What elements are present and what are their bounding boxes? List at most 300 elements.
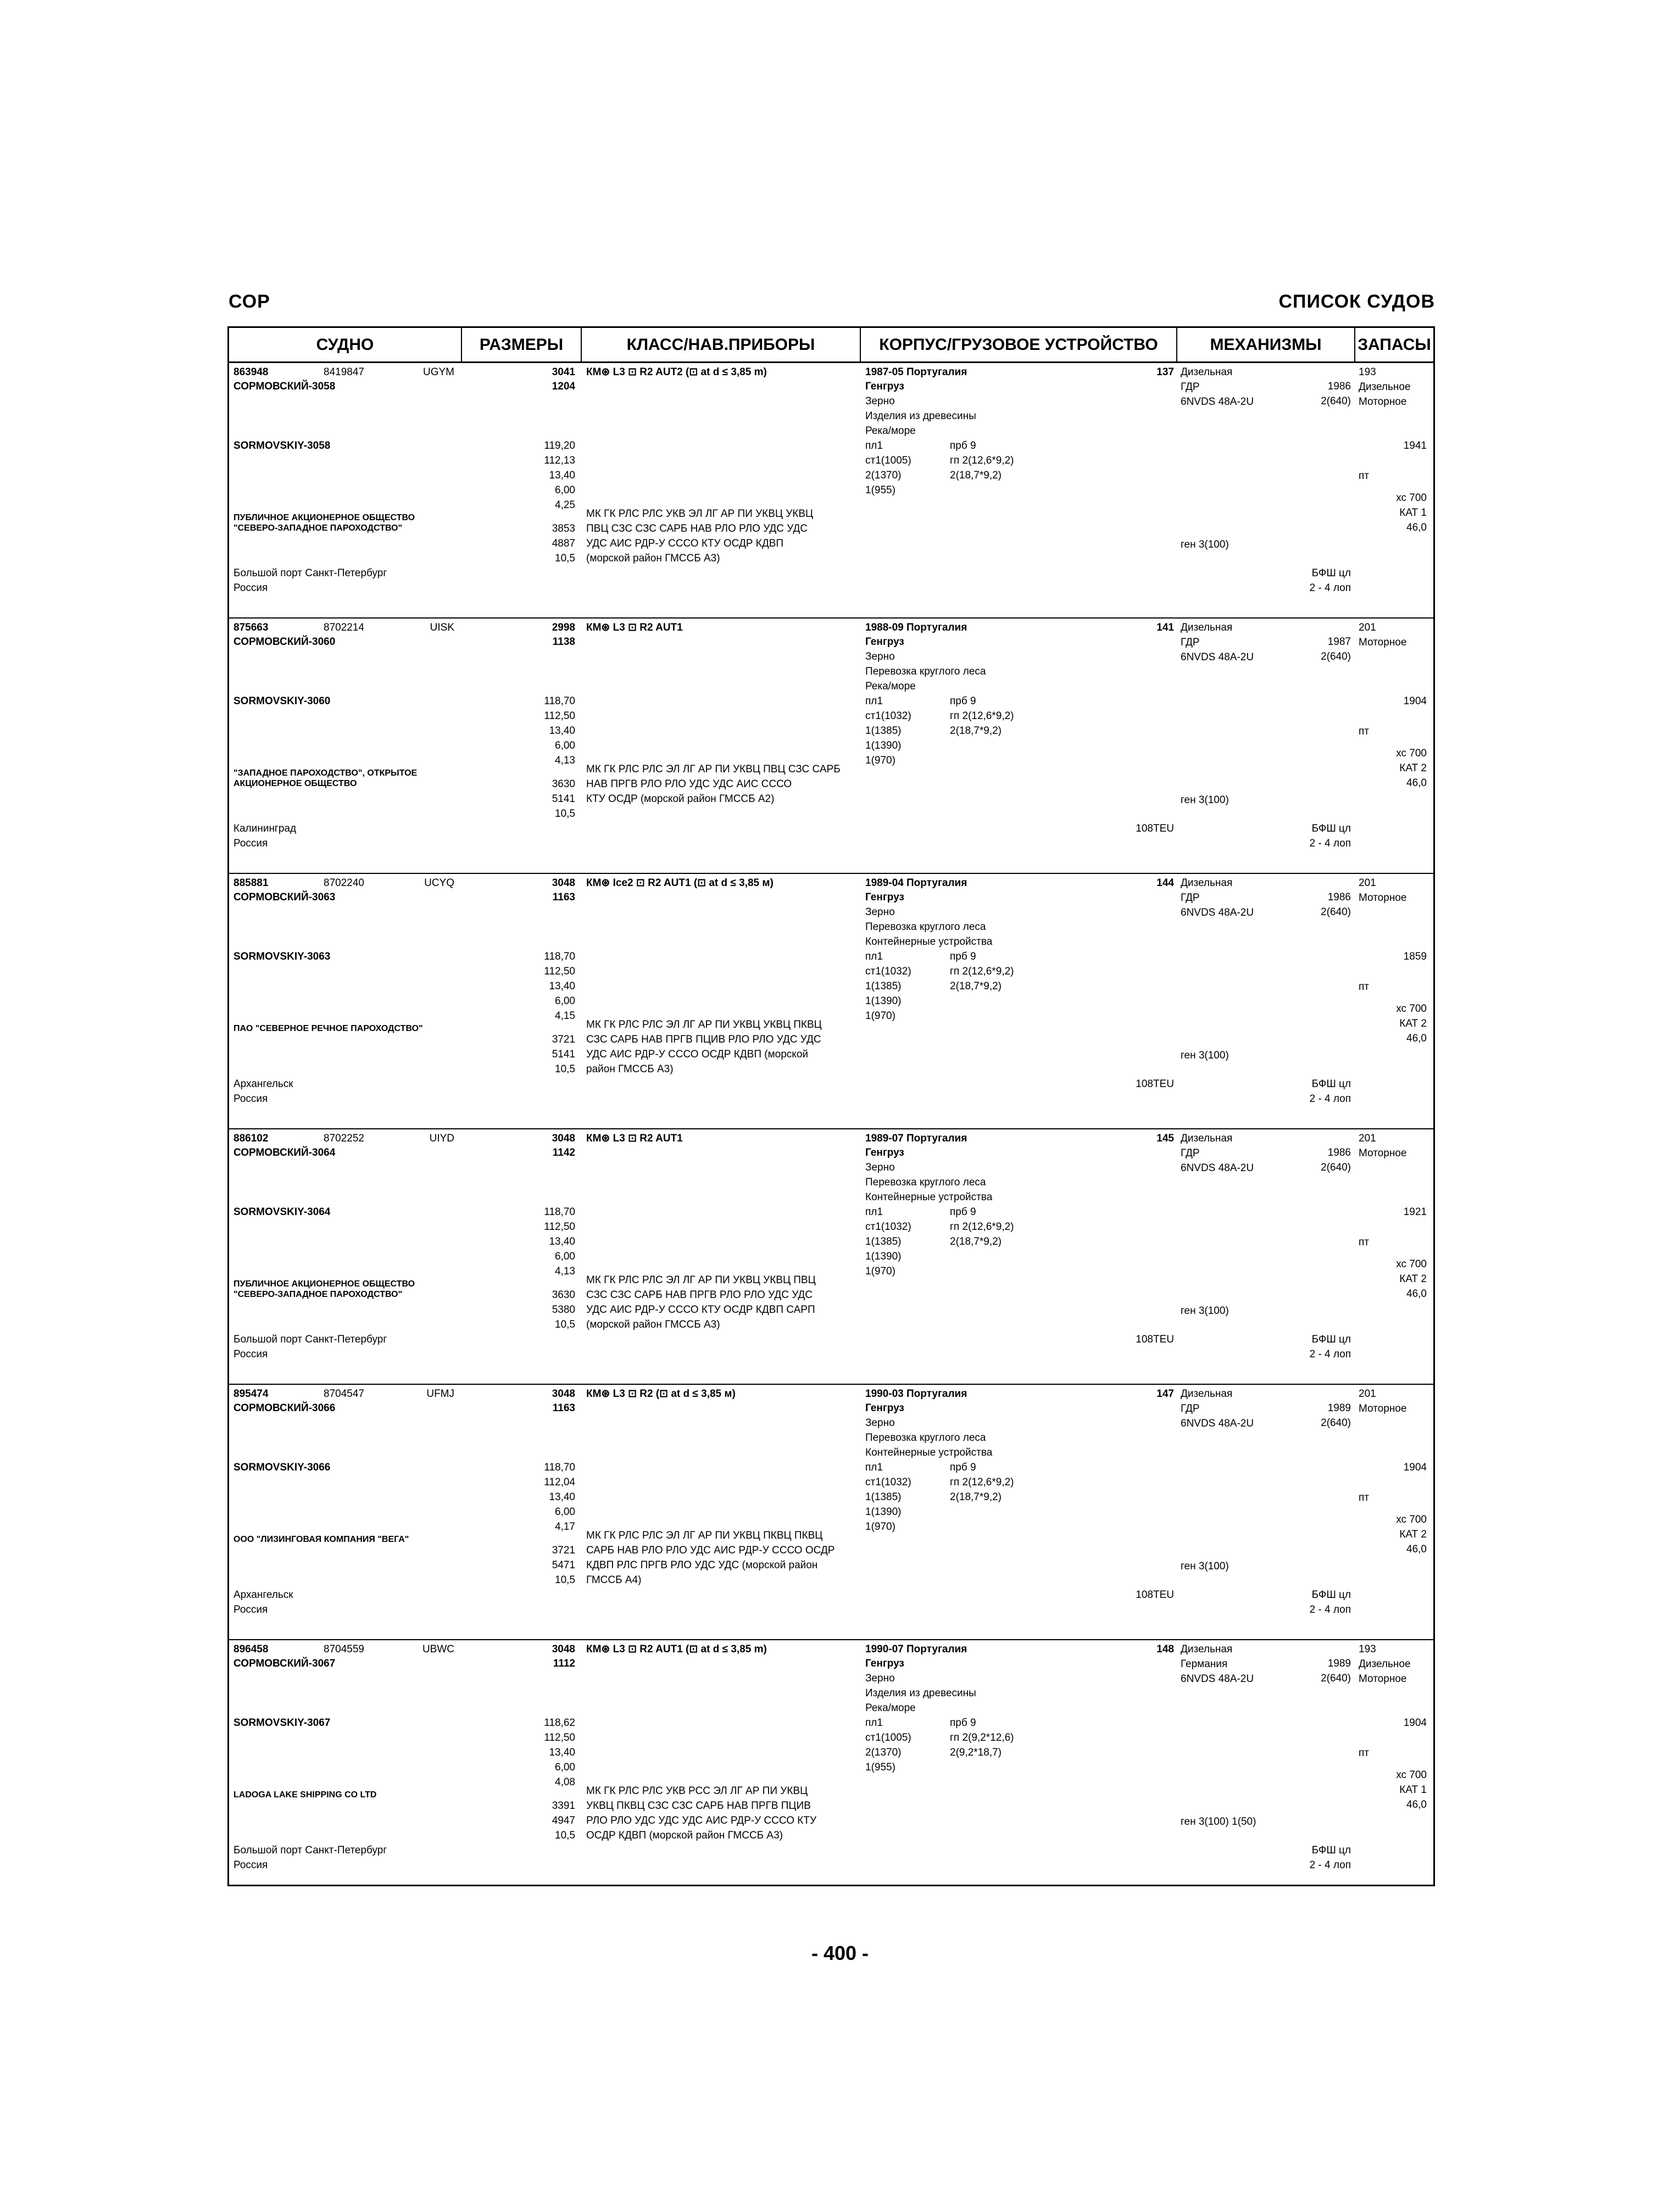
engine-year: 1986 xyxy=(1327,892,1351,903)
hull-type-line: Генгруз xyxy=(865,892,904,903)
dimension-value: 4,25 xyxy=(555,499,575,511)
generator-info: ген 3(100) xyxy=(1181,1561,1229,1572)
ship-entry xyxy=(229,363,1433,619)
nav-equipment-line: ОСДР КДВП (морской район ГМССБ А3) xyxy=(586,1830,783,1841)
hold-info: 1(1385) xyxy=(865,1491,902,1503)
propeller-type: БФШ цл xyxy=(1311,567,1351,579)
hold-info: 1(1385) xyxy=(865,981,902,992)
stock-unit: пт xyxy=(1359,981,1369,993)
dimension-value: 13,40 xyxy=(549,1747,575,1758)
nav-equipment-line: МК ГК РЛС РЛС ЭЛ ЛГ АР ПИ УКВЦ ПВЦ СЗС САРБ xyxy=(586,764,841,775)
col-header-ship: СУДНО xyxy=(229,328,462,361)
stock-line: 201 xyxy=(1359,1133,1376,1144)
stock-unit: пт xyxy=(1359,1747,1369,1759)
dimension-value: 6,00 xyxy=(555,995,575,1007)
hold-info: пл1 xyxy=(865,440,883,452)
port-of-registry: Архангельск xyxy=(233,1589,293,1601)
stock-line: Моторное xyxy=(1359,1403,1407,1414)
class-notation: КМ⊛ L3 ⊡ R2 AUT1 xyxy=(586,1133,683,1144)
building-number: 144 xyxy=(1156,877,1174,889)
hull-type-line: Контейнерные устройства xyxy=(865,1191,993,1203)
ship-entry xyxy=(229,874,1433,1129)
owner-line: ПАО "СЕВЕРНОЕ РЕЧНОЕ ПАРОХОДСТВО" xyxy=(233,1024,423,1033)
dimension-value: 4,17 xyxy=(555,1521,575,1533)
hatch-info: 2(18,7*9,2) xyxy=(950,981,1002,992)
flag-country: Россия xyxy=(233,838,268,849)
col-header-stocks: ЗАПАСЫ xyxy=(1358,336,1431,354)
hold-info: 1(1385) xyxy=(865,725,902,737)
generator-info: ген 3(100) 1(50) xyxy=(1181,1816,1256,1828)
dimension-value: 4,15 xyxy=(555,1010,575,1022)
engine-power: 2(640) xyxy=(1321,651,1351,662)
net-tonnage: 1163 xyxy=(552,892,575,903)
page-title: СПИСОК СУДОВ xyxy=(1278,291,1435,312)
engine-year: 1986 xyxy=(1327,1147,1351,1158)
propeller-blades: 2 - 4 лоп xyxy=(1309,582,1351,594)
owner-line: АКЦИОНЕРНОЕ ОБЩЕСТВО xyxy=(233,779,357,788)
imo-number: 8702252 xyxy=(324,1133,364,1144)
hatch-info: гп 2(12,6*9,2) xyxy=(950,1221,1014,1233)
hatch-info: прб 9 xyxy=(950,440,976,452)
stock-line: хс 700 xyxy=(1396,1258,1427,1270)
hold-info: 1(1390) xyxy=(865,1506,902,1518)
gross-tonnage: 3048 xyxy=(552,1133,575,1144)
engine-line: ГДР xyxy=(1181,892,1200,904)
ship-entry xyxy=(229,1385,1433,1640)
owner-line: ООО "ЛИЗИНГОВАЯ КОМПАНИЯ "ВЕГА" xyxy=(233,1535,409,1544)
engine-line: 6NVDS 48A-2U xyxy=(1181,1418,1254,1429)
port-of-registry: Калининград xyxy=(233,823,297,834)
stock-line: 46,0 xyxy=(1406,522,1427,533)
call-sign: UISK xyxy=(430,622,454,633)
flag-country: Россия xyxy=(233,1604,268,1615)
hold-info: 1(970) xyxy=(865,1010,895,1022)
stock-line: хс 700 xyxy=(1396,492,1427,504)
registry-number: 895474 xyxy=(233,1388,269,1400)
hatch-info: гп 2(12,6*9,2) xyxy=(950,455,1014,466)
hold-info: ст1(1032) xyxy=(865,966,911,977)
propeller-type: БФШ цл xyxy=(1311,1589,1351,1601)
capacity-value: 5380 xyxy=(552,1304,575,1316)
ship-name-en: SORMOVSKIY-3060 xyxy=(233,695,331,707)
dimension-value: 6,00 xyxy=(555,1506,575,1518)
generator-info: ген 3(100) xyxy=(1181,539,1229,550)
class-notation: КМ⊛ Ice2 ⊡ R2 AUT1 (⊡ at d ≤ 3,85 м) xyxy=(586,877,774,889)
hold-info: 1(955) xyxy=(865,1762,895,1773)
hold-info: пл1 xyxy=(865,695,883,707)
stock-value: 1904 xyxy=(1403,1717,1427,1729)
hatch-info: прб 9 xyxy=(950,1462,976,1473)
engine-line: ГДР xyxy=(1181,1147,1200,1159)
dimension-value: 112,04 xyxy=(544,1477,575,1488)
hatch-info: гп 2(12,6*9,2) xyxy=(950,710,1014,722)
class-notation: КМ⊛ L3 ⊡ R2 AUT1 (⊡ at d ≤ 3,85 m) xyxy=(586,1644,767,1655)
capacity-value: 10,5 xyxy=(555,808,575,820)
nav-equipment-line: САРБ НАВ РЛО РЛО УДС АИС РДР-У СССО ОСДР xyxy=(586,1545,835,1556)
hull-type-line: Река/море xyxy=(865,681,916,692)
nav-equipment-line: РЛО РЛО УДС УДС УДС АИС РДР-У СССО КТУ xyxy=(586,1815,817,1826)
gross-tonnage: 3041 xyxy=(552,366,575,378)
stock-line: Дизельное xyxy=(1359,381,1411,393)
hull-type-line: Изделия из древесины xyxy=(865,410,976,422)
port-of-registry: Большой порт Санкт-Петербург xyxy=(233,567,387,579)
nav-equipment-line: ПВЦ СЗС СЗС САРБ НАВ РЛО РЛО УДС УДС xyxy=(586,523,808,534)
hull-type-line: Зерно xyxy=(865,906,895,918)
hull-type-line: Перевозка круглого леса xyxy=(865,666,986,677)
stock-line: Моторное xyxy=(1359,1147,1407,1159)
port-of-registry: Архангельск xyxy=(233,1078,293,1090)
nav-equipment-line: НАВ ПРГВ РЛО РЛО УДС УДС АИС СССО xyxy=(586,778,792,790)
hold-info: 1(955) xyxy=(865,484,895,496)
ship-name-ru: СОРМОВСКИЙ-3066 xyxy=(233,1402,336,1414)
building-number: 147 xyxy=(1156,1388,1174,1400)
hold-info: 1(970) xyxy=(865,755,895,766)
hold-info: ст1(1005) xyxy=(865,455,911,466)
col-header-dimensions: РАЗМЕРЫ xyxy=(462,328,582,361)
stock-value: 1921 xyxy=(1403,1206,1427,1218)
engine-line: Дизельная xyxy=(1181,877,1233,889)
stock-line: Моторное xyxy=(1359,892,1407,904)
owner-line: "СЕВЕРО-ЗАПАДНОЕ ПАРОХОДСТВО" xyxy=(233,1290,403,1299)
class-notation: КМ⊛ L3 ⊡ R2 AUT2 (⊡ at d ≤ 3,85 m) xyxy=(586,366,767,378)
dimension-value: 118,70 xyxy=(544,695,575,707)
nav-equipment-line: УКВЦ ПКВЦ СЗС СЗС САРБ НАВ ПРГВ ПЦИВ xyxy=(586,1800,811,1812)
stock-line: 46,0 xyxy=(1406,1033,1427,1044)
registry-number: 896458 xyxy=(233,1644,269,1655)
propeller-blades: 2 - 4 лоп xyxy=(1309,1349,1351,1360)
stock-line: 201 xyxy=(1359,877,1376,889)
container-capacity: 108TEU xyxy=(1136,1334,1174,1345)
gross-tonnage: 3048 xyxy=(552,1388,575,1400)
hatch-info: 2(18,7*9,2) xyxy=(950,1491,1002,1503)
call-sign: UBWC xyxy=(422,1644,454,1655)
stock-line: хс 700 xyxy=(1396,1514,1427,1525)
propeller-type: БФШ цл xyxy=(1311,1078,1351,1090)
hatch-info: гп 2(9,2*12,6) xyxy=(950,1732,1014,1743)
building-number: 137 xyxy=(1156,366,1174,378)
hull-type-line: Зерно xyxy=(865,1673,895,1684)
dimension-value: 118,62 xyxy=(544,1717,575,1729)
hold-info: ст1(1005) xyxy=(865,1732,911,1743)
ship-name-en: SORMOVSKIY-3066 xyxy=(233,1462,331,1473)
hold-info: 1(970) xyxy=(865,1266,895,1277)
hold-info: 1(1390) xyxy=(865,995,902,1007)
stock-line: хс 700 xyxy=(1396,1769,1427,1781)
engine-year: 1987 xyxy=(1327,636,1351,648)
registry-number: 863948 xyxy=(233,366,269,378)
ship-name-en: SORMOVSKIY-3067 xyxy=(233,1717,331,1729)
propeller-type: БФШ цл xyxy=(1311,823,1351,834)
generator-info: ген 3(100) xyxy=(1181,794,1229,806)
hold-info: 1(1390) xyxy=(865,1251,902,1262)
dimension-value: 13,40 xyxy=(549,981,575,992)
hull-type-line: Зерно xyxy=(865,651,895,662)
port-of-registry: Большой порт Санкт-Петербург xyxy=(233,1334,387,1345)
capacity-value: 4947 xyxy=(552,1815,575,1826)
stock-line: Моторное xyxy=(1359,1673,1407,1685)
engine-line: 6NVDS 48A-2U xyxy=(1181,907,1254,918)
net-tonnage: 1142 xyxy=(552,1147,575,1158)
dimension-value: 4,13 xyxy=(555,1266,575,1277)
dimension-value: 6,00 xyxy=(555,1251,575,1262)
capacity-value: 3630 xyxy=(552,778,575,790)
generator-info: ген 3(100) xyxy=(1181,1305,1229,1317)
dimension-value: 118,70 xyxy=(544,1462,575,1473)
build-date-country: 1989-07 Португалия xyxy=(865,1133,967,1144)
capacity-value: 5141 xyxy=(552,1049,575,1060)
stock-unit: пт xyxy=(1359,726,1369,737)
hull-type-line: Генгруз xyxy=(865,636,904,648)
hold-info: 1(1390) xyxy=(865,740,902,751)
capacity-value: 3391 xyxy=(552,1800,575,1812)
stock-line: КАТ 2 xyxy=(1399,1529,1427,1540)
hold-info: 1(970) xyxy=(865,1521,895,1533)
engine-power: 2(640) xyxy=(1321,1417,1351,1429)
hull-type-line: Река/море xyxy=(865,1702,916,1714)
hatch-info: гп 2(12,6*9,2) xyxy=(950,966,1014,977)
building-number: 148 xyxy=(1156,1644,1174,1655)
call-sign: UFMJ xyxy=(426,1388,454,1400)
engine-line: ГДР xyxy=(1181,637,1200,648)
owner-line: ПУБЛИЧНОЕ АКЦИОНЕРНОЕ ОБЩЕСТВО xyxy=(233,513,415,522)
engine-power: 2(640) xyxy=(1321,395,1351,407)
engine-line: ГДР xyxy=(1181,1403,1200,1414)
dimension-value: 112,50 xyxy=(544,710,575,722)
dimension-value: 118,70 xyxy=(544,1206,575,1218)
hatch-info: 2(18,7*9,2) xyxy=(950,470,1002,481)
hold-info: 1(1385) xyxy=(865,1236,902,1247)
class-notation: КМ⊛ L3 ⊡ R2 (⊡ at d ≤ 3,85 м) xyxy=(586,1388,736,1400)
port-of-registry: Большой порт Санкт-Петербург xyxy=(233,1845,387,1856)
page-number: - 400 - xyxy=(811,1942,869,1964)
propeller-blades: 2 - 4 лоп xyxy=(1309,1859,1351,1871)
call-sign: UCYQ xyxy=(424,877,454,889)
stock-line: КАТ 1 xyxy=(1399,507,1427,519)
call-sign: UIYD xyxy=(429,1133,454,1144)
col-header-machinery: МЕХАНИЗМЫ xyxy=(1177,328,1355,361)
propeller-type: БФШ цл xyxy=(1311,1334,1351,1345)
nav-equipment-line: УДС АИС РДР-У СССО КТУ ОСДР КДВП САРП xyxy=(586,1304,815,1316)
building-number: 141 xyxy=(1156,622,1174,633)
ship-entry xyxy=(229,619,1433,874)
nav-equipment-line: СЗС СЗС САРБ НАВ ПРГВ РЛО РЛО УДС УДС xyxy=(586,1289,813,1301)
call-sign: UGYM xyxy=(423,366,454,378)
engine-line: Германия xyxy=(1181,1658,1228,1670)
stock-line: КАТ 2 xyxy=(1399,1018,1427,1029)
dimension-value: 13,40 xyxy=(549,725,575,737)
owner-line: "ЗАПАДНОЕ ПАРОХОДСТВО", ОТКРЫТОЕ xyxy=(233,768,418,778)
capacity-value: 10,5 xyxy=(555,553,575,564)
engine-line: Дизельная xyxy=(1181,1133,1233,1144)
capacity-value: 10,5 xyxy=(555,1830,575,1841)
ship-name-ru: СОРМОВСКИЙ-3058 xyxy=(233,381,336,392)
ship-name-en: SORMOVSKIY-3063 xyxy=(233,951,331,962)
hatch-info: гп 2(12,6*9,2) xyxy=(950,1477,1014,1488)
hold-info: ст1(1032) xyxy=(865,710,911,722)
nav-equipment-line: МК ГК РЛС РЛС УКВ ЭЛ ЛГ АР ПИ УКВЦ УКВЦ xyxy=(586,508,814,520)
hold-info: пл1 xyxy=(865,1717,883,1729)
engine-line: 6NVDS 48A-2U xyxy=(1181,396,1254,408)
dimension-value: 6,00 xyxy=(555,1762,575,1773)
stock-line: 201 xyxy=(1359,622,1376,633)
registry-number: 885881 xyxy=(233,877,269,889)
container-capacity: 108TEU xyxy=(1136,823,1174,834)
engine-line: Дизельная xyxy=(1181,1644,1233,1655)
hull-type-line: Генгруз xyxy=(865,1402,904,1414)
propeller-blades: 2 - 4 лоп xyxy=(1309,1093,1351,1105)
capacity-value: 3853 xyxy=(552,523,575,534)
flag-country: Россия xyxy=(233,582,268,594)
stock-line: Моторное xyxy=(1359,396,1407,408)
hold-info: 2(1370) xyxy=(865,470,902,481)
hatch-info: прб 9 xyxy=(950,951,976,962)
flag-country: Россия xyxy=(233,1349,268,1360)
container-capacity: 108TEU xyxy=(1136,1589,1174,1601)
hull-type-line: Перевозка круглого леса xyxy=(865,1432,986,1444)
dimension-value: 112,50 xyxy=(544,966,575,977)
imo-number: 8702214 xyxy=(324,622,364,633)
owner-line: ПУБЛИЧНОЕ АКЦИОНЕРНОЕ ОБЩЕСТВО xyxy=(233,1279,415,1289)
dimension-value: 13,40 xyxy=(549,1236,575,1247)
hold-info: пл1 xyxy=(865,1462,883,1473)
stock-value: 1941 xyxy=(1403,440,1427,452)
gross-tonnage: 2998 xyxy=(552,622,575,633)
stock-line: 193 xyxy=(1359,1644,1376,1655)
stock-line: 201 xyxy=(1359,1388,1376,1400)
hold-info: ст1(1032) xyxy=(865,1477,911,1488)
flag-country: Россия xyxy=(233,1093,268,1105)
stock-line: КАТ 2 xyxy=(1399,1273,1427,1285)
owner-line: LADOGA LAKE SHIPPING CO LTD xyxy=(233,1790,377,1800)
hull-type-line: Генгруз xyxy=(865,381,904,392)
net-tonnage: 1204 xyxy=(552,381,575,392)
section-code: СОР xyxy=(229,291,270,312)
capacity-value: 10,5 xyxy=(555,1574,575,1586)
hull-type-line: Изделия из древесины xyxy=(865,1687,976,1699)
capacity-value: 10,5 xyxy=(555,1319,575,1330)
generator-info: ген 3(100) xyxy=(1181,1050,1229,1061)
ship-name-ru: СОРМОВСКИЙ-3067 xyxy=(233,1658,336,1669)
class-notation: КМ⊛ L3 ⊡ R2 AUT1 xyxy=(586,622,683,633)
hold-info: пл1 xyxy=(865,951,883,962)
hull-type-line: Зерно xyxy=(865,1417,895,1429)
nav-equipment-line: ГМССБ А4) xyxy=(586,1574,642,1586)
hatch-info: прб 9 xyxy=(950,1717,976,1729)
ship-name-ru: СОРМОВСКИЙ-3064 xyxy=(233,1147,336,1158)
stock-line: хс 700 xyxy=(1396,748,1427,759)
net-tonnage: 1138 xyxy=(552,636,575,648)
container-capacity: 108TEU xyxy=(1136,1078,1174,1090)
ship-name-ru: СОРМОВСКИЙ-3060 xyxy=(233,636,336,648)
dimension-value: 118,70 xyxy=(544,951,575,962)
capacity-value: 3721 xyxy=(552,1034,575,1045)
capacity-value: 5471 xyxy=(552,1559,575,1571)
hull-type-line: Перевозка круглого леса xyxy=(865,1177,986,1188)
stock-line: 46,0 xyxy=(1406,1288,1427,1300)
dimension-value: 6,00 xyxy=(555,740,575,751)
hold-info: ст1(1032) xyxy=(865,1221,911,1233)
capacity-value: 5141 xyxy=(552,793,575,805)
hold-info: пл1 xyxy=(865,1206,883,1218)
engine-line: 6NVDS 48A-2U xyxy=(1181,1162,1254,1174)
hull-type-line: Генгруз xyxy=(865,1147,904,1158)
hull-type-line: Контейнерные устройства xyxy=(865,936,993,948)
build-date-country: 1990-07 Португалия xyxy=(865,1644,967,1655)
owner-line: "СЕВЕРО-ЗАПАДНОЕ ПАРОХОДСТВО" xyxy=(233,523,403,533)
engine-power: 2(640) xyxy=(1321,906,1351,918)
hatch-info: 2(18,7*9,2) xyxy=(950,725,1002,737)
engine-line: Дизельная xyxy=(1181,622,1233,633)
nav-equipment-line: район ГМССБ А3) xyxy=(586,1063,674,1075)
hull-type-line: Зерно xyxy=(865,1162,895,1173)
propeller-type: БФШ цл xyxy=(1311,1845,1351,1856)
ship-register-table xyxy=(227,326,1435,1886)
col-header-hull: КОРПУС/ГРУЗОВОЕ УСТРОЙСТВО xyxy=(861,328,1177,361)
nav-equipment-line: МК ГК РЛС РЛС ЭЛ ЛГ АР ПИ УКВЦ ПКВЦ ПКВЦ xyxy=(586,1530,823,1541)
nav-equipment-line: МК ГК РЛС РЛС ЭЛ ЛГ АР ПИ УКВЦ УКВЦ ПКВЦ xyxy=(586,1019,822,1030)
imo-number: 8704559 xyxy=(324,1644,364,1655)
dimension-value: 119,20 xyxy=(544,440,575,452)
net-tonnage: 1163 xyxy=(552,1402,575,1414)
nav-equipment-line: КДВП РЛС ПРГВ РЛО УДС УДС (морской район xyxy=(586,1559,818,1571)
engine-year: 1989 xyxy=(1327,1402,1351,1414)
stock-line: 193 xyxy=(1359,366,1376,378)
dimension-value: 112,13 xyxy=(544,455,575,466)
dimension-value: 13,40 xyxy=(549,1491,575,1503)
stock-line: 46,0 xyxy=(1406,777,1427,789)
dimension-value: 6,00 xyxy=(555,484,575,496)
stock-line: 46,0 xyxy=(1406,1544,1427,1555)
ship-entry xyxy=(229,1129,1433,1385)
nav-equipment-line: УДС АИС РДР-У СССО ОСДР КДВП (морской xyxy=(586,1049,809,1060)
propeller-blades: 2 - 4 лоп xyxy=(1309,1604,1351,1615)
imo-number: 8702240 xyxy=(324,877,364,889)
nav-equipment-line: СЗС САРБ НАВ ПРГВ ПЦИВ РЛО РЛО УДС УДС xyxy=(586,1034,821,1045)
stock-unit: пт xyxy=(1359,1236,1369,1248)
engine-line: ГДР xyxy=(1181,381,1200,393)
engine-line: 6NVDS 48A-2U xyxy=(1181,1673,1254,1685)
dimension-value: 112,50 xyxy=(544,1221,575,1233)
hull-type-line: Река/море xyxy=(865,425,916,437)
stock-line: КАТ 2 xyxy=(1399,762,1427,774)
propeller-blades: 2 - 4 лоп xyxy=(1309,838,1351,849)
hatch-info: прб 9 xyxy=(950,695,976,707)
stock-value: 1859 xyxy=(1403,951,1427,962)
dimension-value: 4,08 xyxy=(555,1776,575,1788)
stock-line: Моторное xyxy=(1359,637,1407,648)
capacity-value: 3630 xyxy=(552,1289,575,1301)
capacity-value: 10,5 xyxy=(555,1063,575,1075)
capacity-value: 4887 xyxy=(552,538,575,549)
hold-info: 2(1370) xyxy=(865,1747,902,1758)
stock-unit: пт xyxy=(1359,470,1369,482)
stock-value: 1904 xyxy=(1403,1462,1427,1473)
engine-year: 1989 xyxy=(1327,1658,1351,1669)
stock-unit: пт xyxy=(1359,1492,1369,1503)
net-tonnage: 1112 xyxy=(553,1658,575,1669)
hull-type-line: Зерно xyxy=(865,395,895,407)
engine-power: 2(640) xyxy=(1321,1673,1351,1684)
hull-type-line: Контейнерные устройства xyxy=(865,1447,993,1458)
ship-entry xyxy=(229,1640,1433,1896)
build-date-country: 1988-09 Португалия xyxy=(865,622,967,633)
nav-equipment-line: КТУ ОСДР (морской район ГМССБ А2) xyxy=(586,793,775,805)
flag-country: Россия xyxy=(233,1859,268,1871)
imo-number: 8419847 xyxy=(324,366,364,378)
gross-tonnage: 3048 xyxy=(552,877,575,889)
registry-number: 886102 xyxy=(233,1133,269,1144)
hull-type-line: Генгруз xyxy=(865,1658,904,1669)
